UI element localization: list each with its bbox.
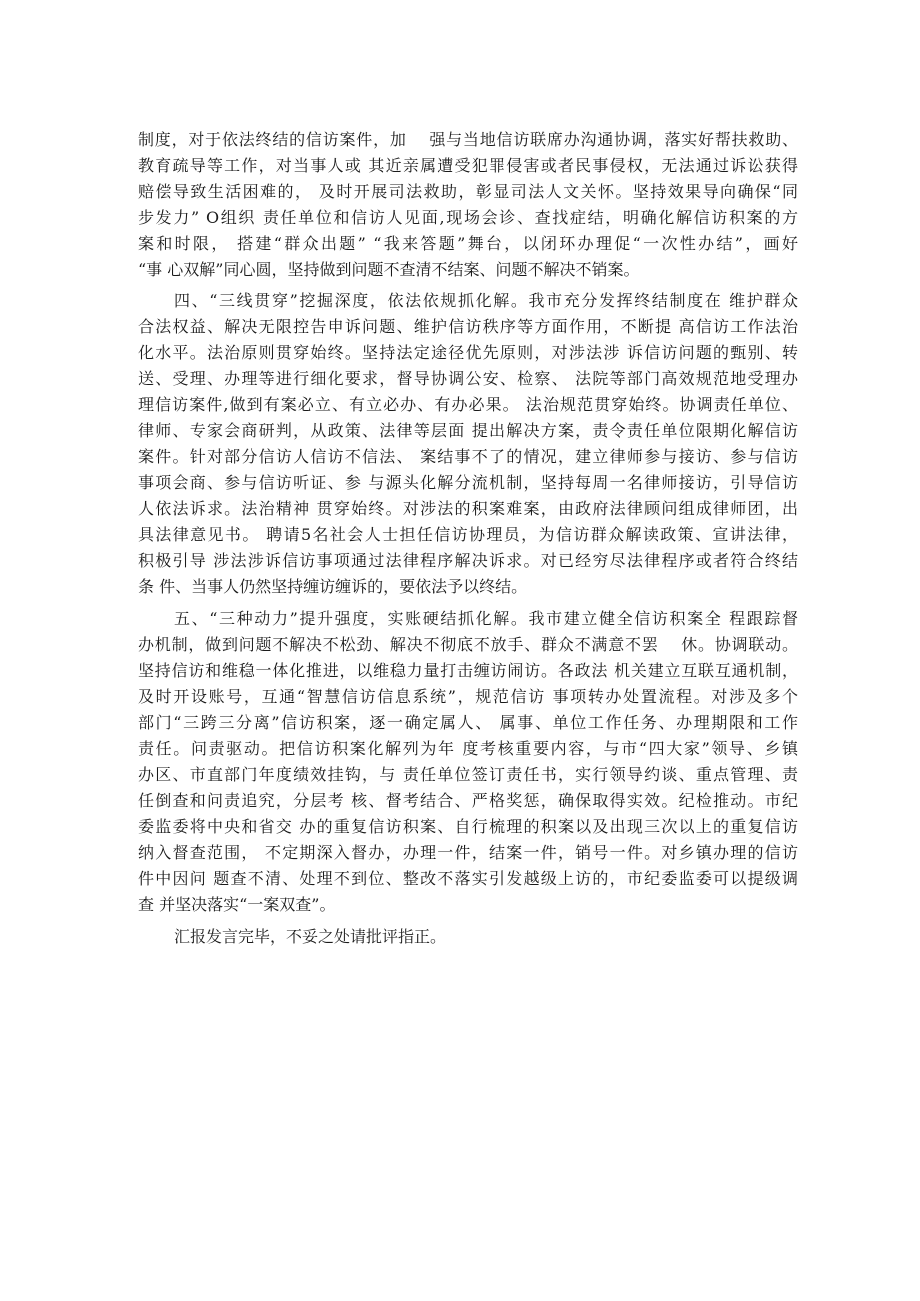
text-line: 化水平。法治原则贯穿始终。坚持法定途径优先原则，对涉法涉 诉信访问题的甄别、转 — [138, 343, 798, 362]
text-line: 件中因问 题查不清、处理不到位、整改不落实引发越级上访的，市纪委监委可以提级调 — [138, 869, 798, 888]
text-line: 办区、市直部门年度绩效挂钩，与 责任单位签订责任书，实行领导约谈、重点管理、责 — [138, 765, 798, 784]
text-line: 条 件、当事人仍然坚持缠访缠诉的，要依法予以终结。 — [138, 577, 528, 596]
text-line: 人依法诉求。法治精神 贯穿始终。对涉法的积案难案，由政府法律顾问组成律师团，出 — [138, 499, 798, 518]
text-line: 委监委将中央和省交 办的重复信访积案、自行梳理的积案以及出现三次以上的重复信访 — [138, 817, 798, 836]
text-line: 事项会商、参与信访听证、参 与源头化解分流机制，坚持每周一名律师接访，引导信访 — [138, 473, 798, 492]
text-line: 部门“三跨三分离”信访积案，逐一确定属人、 属事、单位工作任务、办理期限和工作 — [138, 713, 798, 732]
text-line: 及时开设账号，互通“智慧信访信息系统”，规范信访 事项转办处置流程。对涉及多个 — [138, 687, 798, 706]
text-line: 步发力” O组织 责任单位和信访人见面,现场会诊、查找症结，明确化解信访积案的方 — [138, 208, 798, 227]
text-line: 纳入督查范围， 不定期深入督办，办理一件，结案一件，销号一件。对乡镇办理的信访 — [138, 843, 798, 862]
closing-line: 汇报发言完毕，不妥之处请批评指正。 — [174, 927, 447, 946]
text-line: 五、“三种动力”提升强度，实账硬结抓化解。我市建立健全信访积案全 程跟踪督 — [174, 609, 798, 628]
text-line: 查 并坚决落实“一案双查”。 — [138, 895, 336, 914]
text-line: 律师、专家会商研判，从政策、法律等层面 提出解决方案，责令责任单位限期化解信访 — [138, 421, 798, 440]
text-line: 责任。问责驱动。把信访积案化解列为年 度考核重要内容，与市“四大家”领导、乡镇 — [138, 739, 798, 758]
text-line: 制度，对于依法终结的信访案件，加 强与当地信访联席办沟通协调，落实好帮扶救助、 — [138, 130, 798, 149]
text-line: 赔偿导致生活困难的， 及时开展司法救助，彰显司法人文关怀。坚持效果导向确保“同 — [138, 182, 798, 201]
text-line: 教育疏导等工作，对当事人或 其近亲属遭受犯罪侵害或者民事侵权，无法通过诉讼获得 — [138, 156, 798, 175]
text-line: 合法权益、解决无限控告申诉问题、维护信访秩序等方面作用，不断提 高信访工作法治 — [138, 317, 798, 336]
text-line: 案件。针对部分信访人信访不信法、 案结事不了的情况，建立律师参与接访、参与信访 — [138, 447, 798, 466]
text-line: 任倒查和问责追究，分层考 核、督考结合、严格奖惩，确保取得实效。纪检推动。市纪 — [138, 791, 798, 810]
text-line: 案和时限， 搭建“群众出题” “我来答题”舞台，以闭环办理促“一次性办结”，画好 — [138, 234, 798, 253]
text-line: 具法律意见书。 聘请5名社会人士担任信访协理员，为信访群众解读政策、宣讲法律， — [138, 525, 798, 544]
text-line: “事 心双解”同心圆，坚持做到问题不查清不结案、问题不解决不销案。 — [138, 260, 640, 279]
text-line: 积极引导 涉法涉诉信访事项通过法律程序解决诉求。对已经穷尽法律程序或者符合终结 — [138, 551, 798, 570]
text-line: 送、受理、办理等进行细化要求，督导协调公安、检察、 法院等部门高效规范地受理办 — [138, 369, 798, 388]
text-line: 理信访案件,做到有案必立、有立必办、有办必果。 法治规范贯穿始终。协调责任单位、 — [138, 395, 798, 414]
text-line: 四、“三线贯穿”挖掘深度，依法依规抓化解。我市充分发挥终结制度在 维护群众 — [174, 291, 798, 310]
text-line: 坚持信访和维稳一体化推进，以维稳力量打击缠访闹访。各政法 机关建立互联互通机制， — [138, 661, 798, 680]
text-line: 办机制，做到问题不解决不松劲、解决不彻底不放手、群众不满意不罢 休。协调联动。 — [138, 635, 798, 654]
